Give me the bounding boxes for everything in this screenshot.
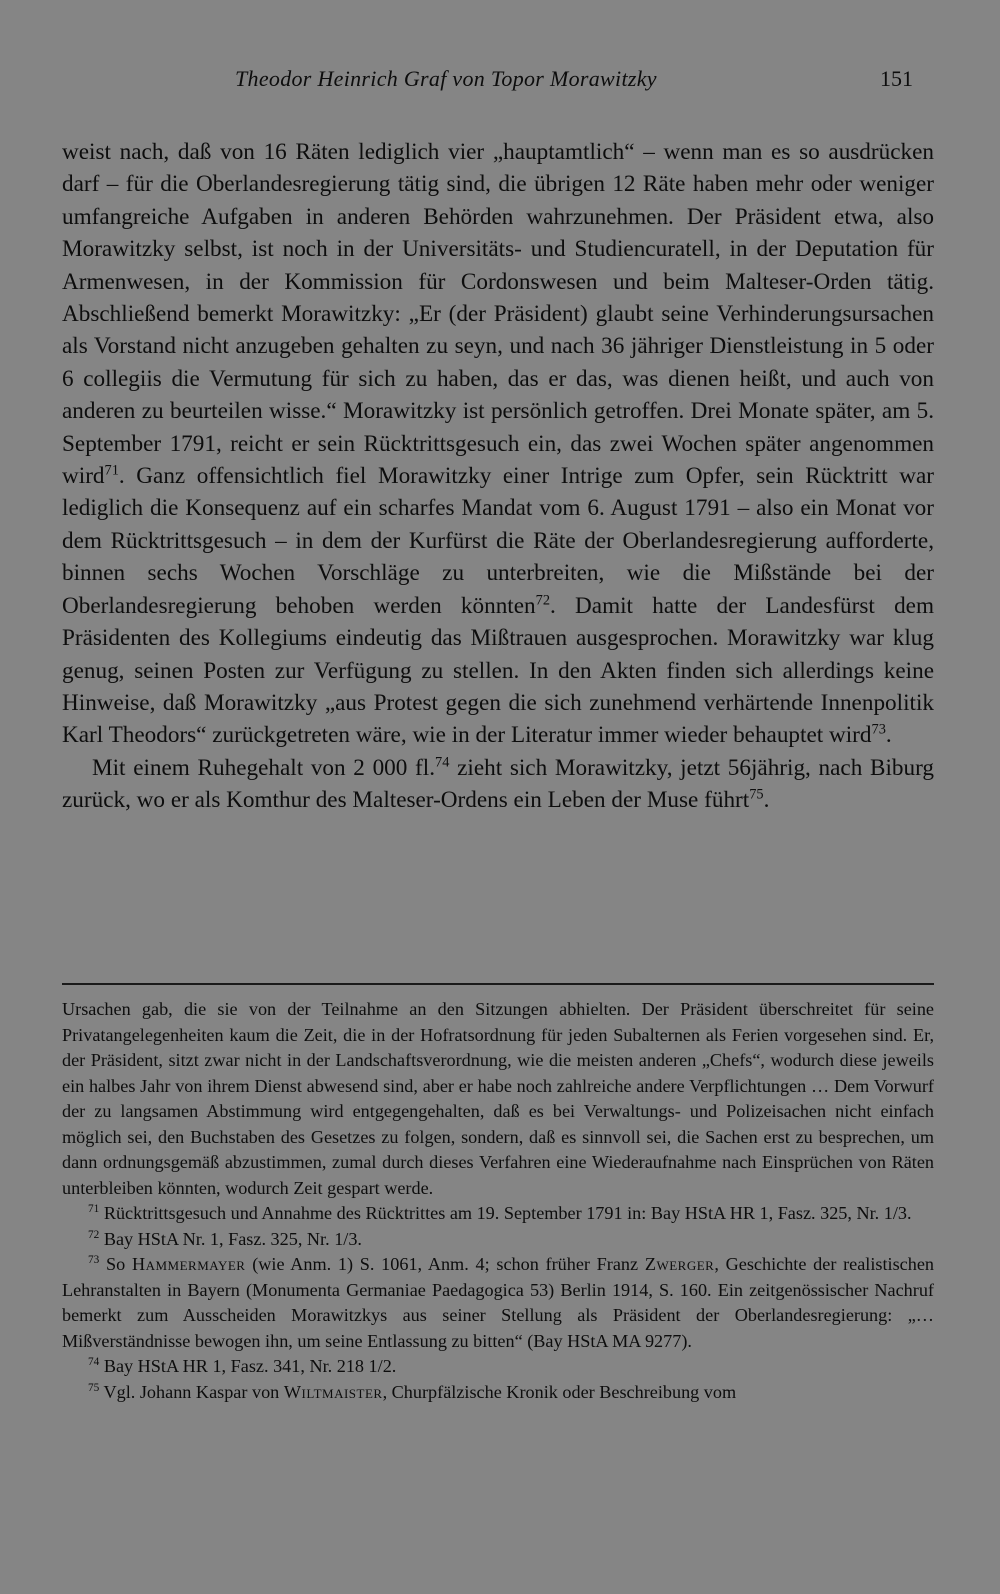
footnote-text: (wie Anm. 1) S. 1061, Anm. 4; schon früher Franz [245, 1254, 645, 1274]
footnote-number: 75 [88, 1381, 100, 1394]
text-segment: zieht sich Morawitzky, jetzt 56jährig, nach Biburg zurück, wo er als Komthur des Malteser-Ordens ein Leben der Muse führt [62, 754, 934, 814]
footnote-number: 74 [88, 1355, 100, 1368]
footnote-divider [62, 983, 934, 985]
paragraph-2 [62, 752, 934, 817]
footnote-71 [62, 1201, 934, 1227]
footnote-number: 72 [88, 1228, 100, 1241]
author-name: Zwerger [644, 1254, 715, 1274]
paragraph-1 [62, 136, 934, 752]
footnotes [62, 997, 934, 1405]
author-name: Hammermayer [131, 1254, 246, 1274]
footnote-text: So [106, 1254, 132, 1274]
footnote-73 [62, 1252, 934, 1354]
footnote-text: , Churpfälzische Kronik oder Beschreibung vom [382, 1381, 737, 1402]
footnote-ref-73: 73 [871, 721, 886, 738]
page-number: 151 [880, 66, 913, 91]
text-segment: weist nach, daß von 16 Räten lediglich vier „hauptamtlich“ – wenn man es so ausdrücken darf – für die Oberlandesregierung tätig sind, die übrigen 12 Räte haben mehr oder weniger umfangreiche Aufgaben in anderen Behörden wahrzunehmen. Der Präsident etwa, also Morawitzky selbst, ist noch in der Universitäts- und Studiencuratell, in der Deputation für Armenwesen, in der Kommission für Cordonswesen und beim Malteser-Orden tätig. Abschließend bemerkt Morawitzky: „Er (der Präsident) glaubt seine Verhinderungsursachen als Vorstand nicht anzugeben gehalten zu seyn, und nach 36 jähriger Dienstleistung in 5 oder 6 collegiis die Vermutung für sich zu haben, das er das, was dienen heißt, und auch von anderen zu beurteilen wisse.“ Morawitzky ist persönlich getroffen. Drei Monate später, am 5. September 1791, reicht er sein Rücktrittsgesuch ein, das zwei Wochen später angenommen wird [62, 139, 934, 490]
text-segment: . [763, 787, 770, 814]
footnote-text: Bay HStA HR 1, Fasz. 341, Nr. 218 1/2. [103, 1356, 397, 1376]
text-segment: . Damit hatte der Landesfürst dem Präsidenten des Kollegiums eindeutig das Mißtrauen ausgesprochen. Morawitzky war klug genug, seinen Posten zur Verfügung zu stellen. In den Akten finden sich allerdings keine Hinweise, daß Morawitzky „aus Protest gegen die sich zunehmend verhärtende Innenpolitik Karl Theodors“ zurückgetreten wäre, wie in der Literatur immer wieder behauptet wird [62, 592, 934, 749]
footnote-text: , Geschichte der realistischen Lehranstalten in Bayern (Monumenta Germaniae Paedagogica 53) Berlin 1914, S. 160. Ein zeitgenössischer Nachruf bemerkt zum Ausscheiden Morawitzkys aus seiner Stellung als Präsident der Oberlandesregierung: „… Mißverständnisse bewogen ihn, um seine Entlassung zu bitten“ (Bay HStA MA 9277). [62, 1254, 935, 1351]
footnote-continuation: Ursachen gab, die sie von der Teilnahme an den Sitzungen abhielten. Der Präsident überschreitet für seine Privatangelegenheiten kaum die Zeit, die in der Hofratsordnung für jeden Subalternen als Ferien vorgesehen sind. Er, der Präsident, sitzt zwar nicht in der Landschaftsverordnung, wie die meisten anderen „Chefs“, wodurch diese jeweils ein halbes Jahr von ihrem Dienst abwesend sind, aber er habe noch zahlreiche andere Verpflichtungen … Dem Vorwurf der zu langsamen Abstimmung wird entgegengehalten, daß es bei Verwaltungs- und Polizeisachen nicht einfach möglich sei, den Buchstaben des Gesetzes zu folgen, sondern, daß es sinnvoll sei, die Sachen erst zu besprechen, um dann ordnungsgemäß abzustimmen, zumal durch dieses Verfahren eine Wiederaufnahme nach Einsprüchen von Räten unterbleiben könnten, wodurch Zeit gespart werde. [62, 999, 934, 1198]
footnote-75 [62, 1380, 934, 1406]
footnote-number: 71 [88, 1202, 100, 1215]
footnote-text: Bay HStA Nr. 1, Fasz. 325, Nr. 1/3. [103, 1228, 362, 1249]
footnote-text: Rücktrittsgesuch und Annahme des Rücktrittes am 19. September 1791 in: Bay HStA HR 1, Fasz. 325, Nr. 1/3. [103, 1203, 912, 1223]
footnote-ref-75: 75 [749, 786, 764, 803]
author-name: Wiltmaister [283, 1381, 383, 1402]
text-segment: . Ganz offensichtlich fiel Morawitzky einer Intrige zum Opfer, sein Rücktritt war lediglich die Konsequenz auf ein scharfes Mandat vom 6. August 1791 – also ein Monat vor dem Rücktrittsgesuch – in dem der Kurfürst die Räte der Oberlandesregierung aufforderte, binnen sechs Wochen Vorschläge zu unterbreiten, wie die Mißstände bei der Oberlandesregierung behoben werden könnten [62, 463, 934, 619]
running-title: Theodor Heinrich Graf von Topor Morawitzky [235, 66, 657, 91]
footnote-number: 73 [88, 1253, 100, 1266]
footnote-ref-74: 74 [435, 753, 450, 770]
main-text [62, 136, 934, 817]
footnote-text: Vgl. Johann Kaspar von [103, 1381, 284, 1402]
text-segment: Mit einem Ruhegehalt von 2 000 fl. [92, 754, 436, 781]
footnote-72 [62, 1227, 934, 1253]
footnote-ref-72: 72 [535, 591, 551, 608]
text-segment: . [885, 722, 892, 749]
footnote-ref-71: 71 [104, 462, 119, 479]
footnote-74 [62, 1354, 934, 1380]
